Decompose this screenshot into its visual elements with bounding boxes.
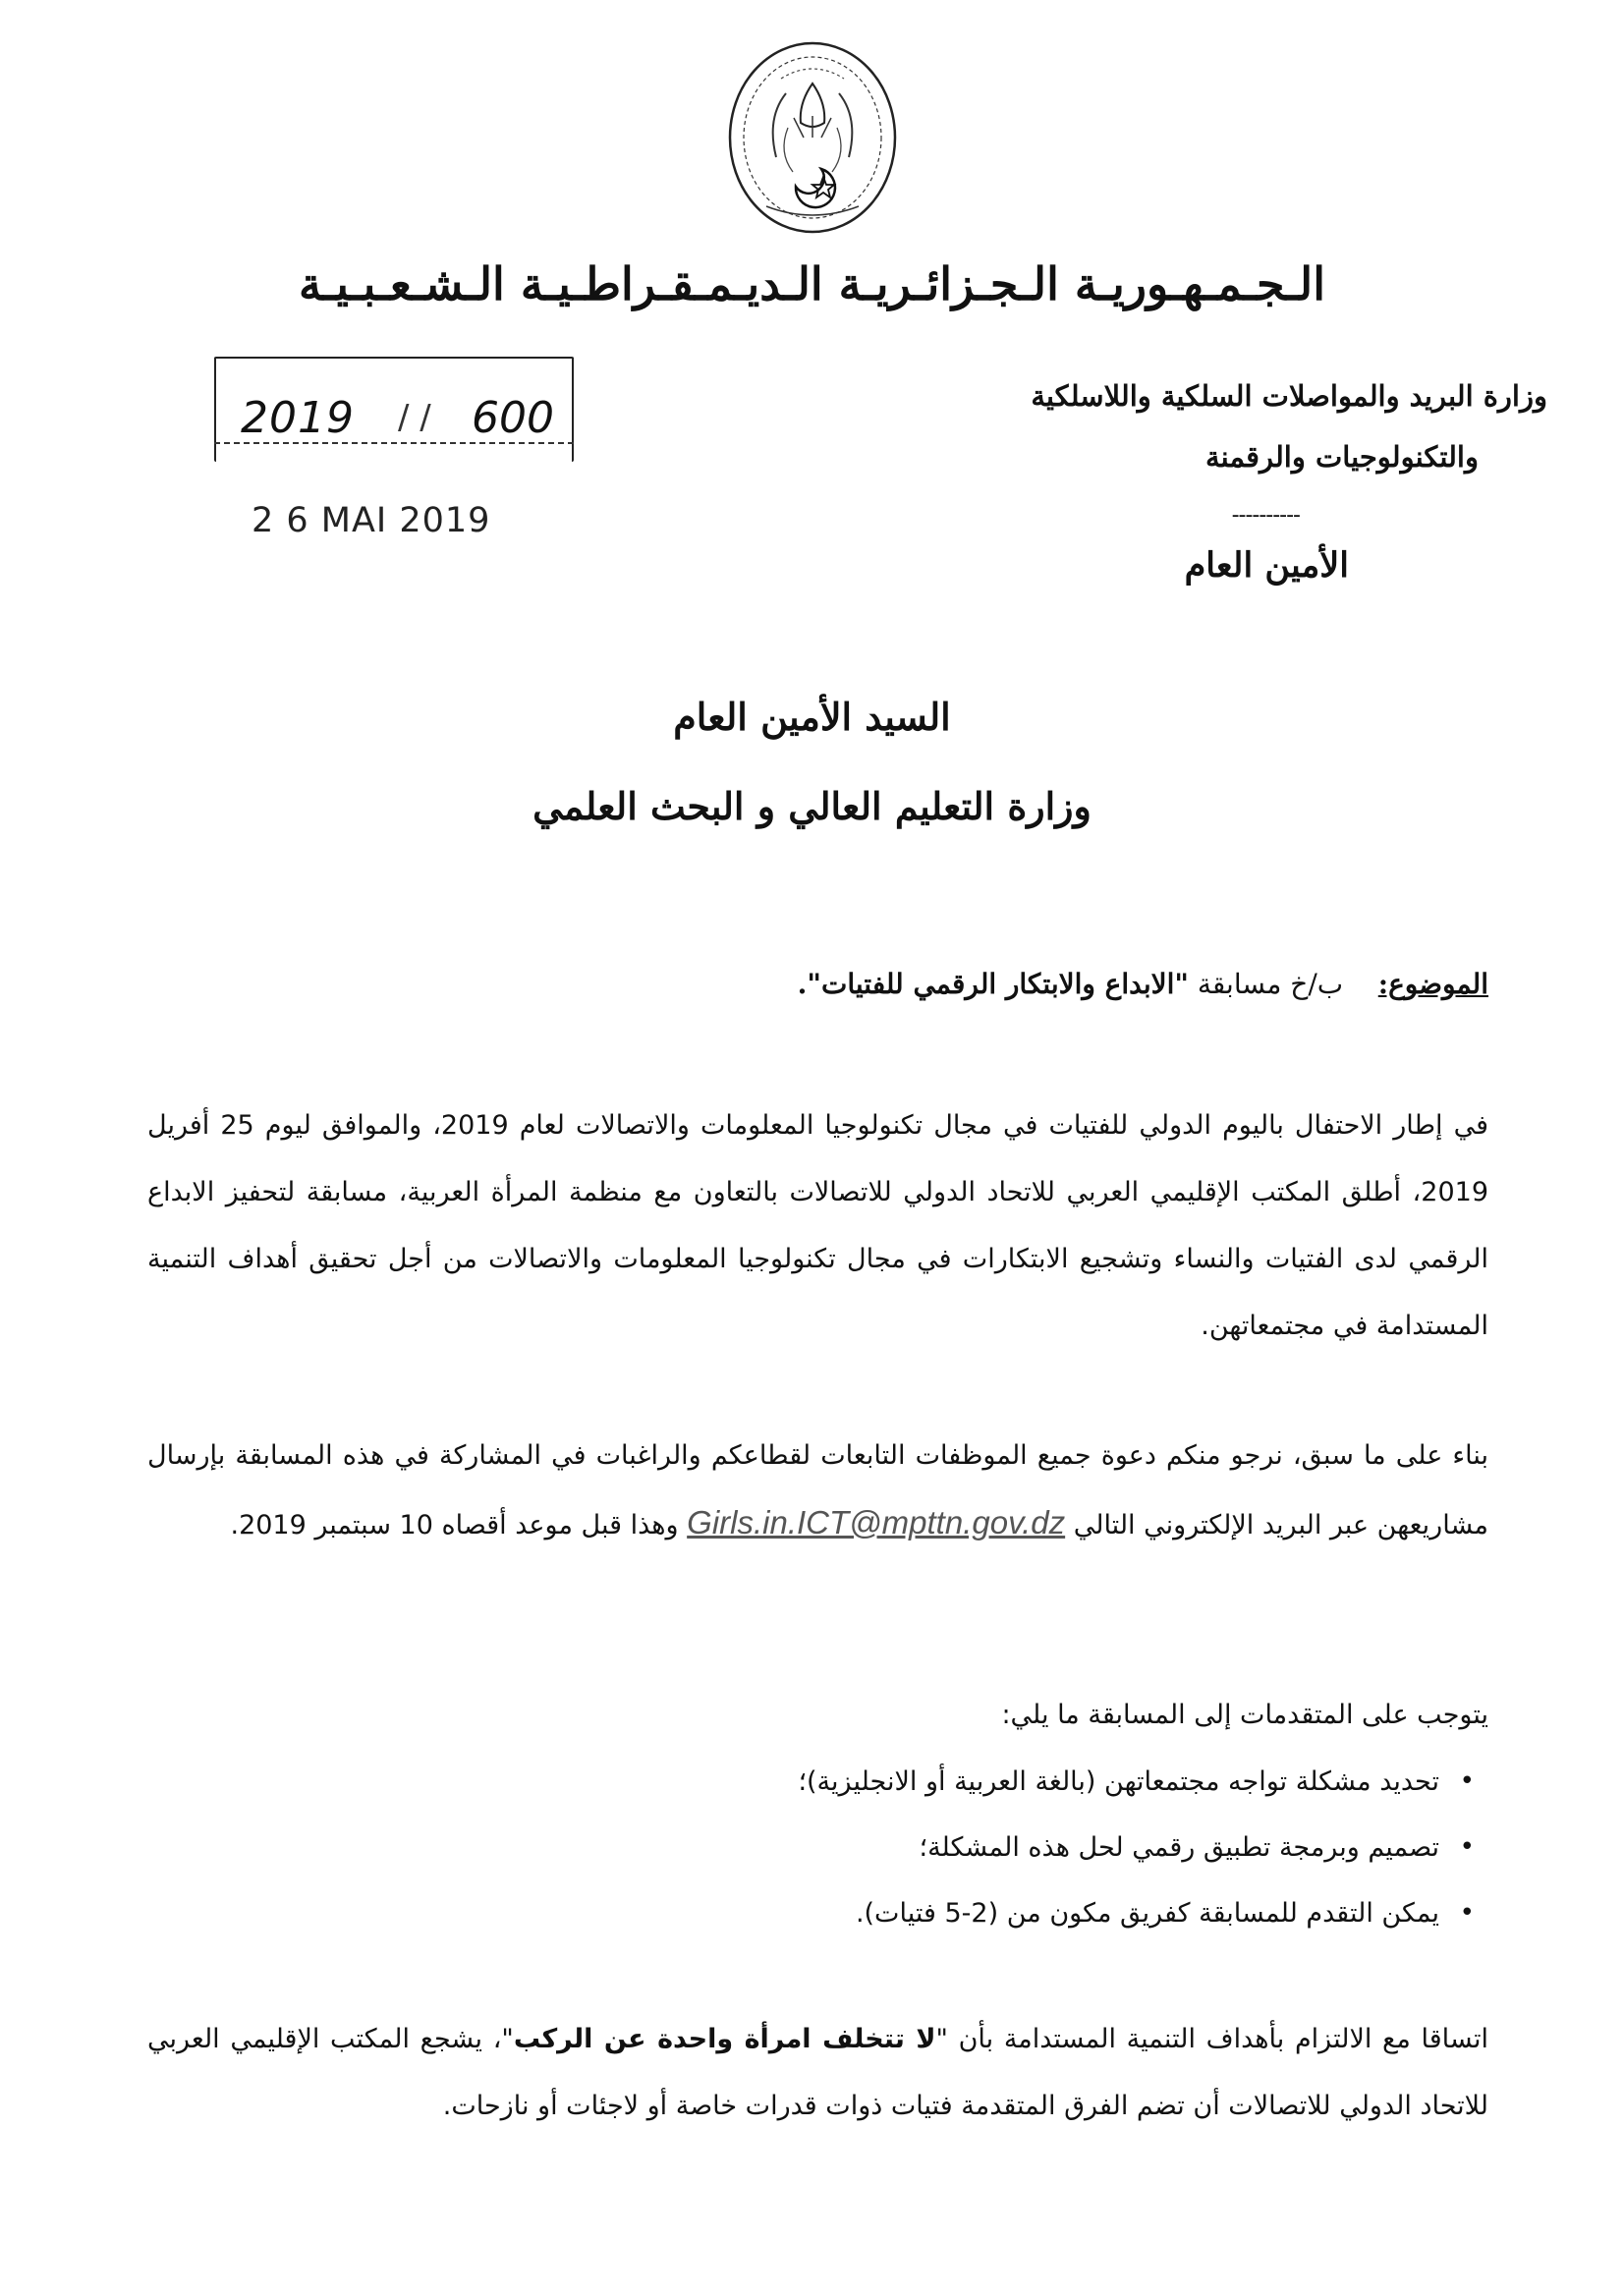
seal-icon xyxy=(727,39,899,236)
bullet-icon: • xyxy=(1459,1766,1475,1796)
addressee-title: السيد الأمين العام xyxy=(673,695,951,739)
bullet-icon: • xyxy=(1459,1832,1475,1862)
signatory-title: الأمين العام xyxy=(1184,545,1349,586)
requirement-text: تحديد مشكلة تواجه مجتمعاتهن (بالغة العربية أو الانجليزية)؛ xyxy=(798,1766,1439,1797)
requirements-list xyxy=(147,1749,1477,1946)
body-paragraph-2 xyxy=(147,1423,1488,1559)
requirement-text: يمكن التقدم للمسابقة كفريق مكون من (2-5 فتيات). xyxy=(855,1898,1439,1929)
ministry-line-1: وزارة البريد والمواصلات السلكية واللاسلكية xyxy=(1031,379,1547,413)
subject-prefix: ب/خ مسابقة xyxy=(1188,968,1344,1000)
list-item xyxy=(147,1749,1477,1815)
paragraph-2-text-start: بناء على ما سبق، نرجو منكم دعوة جميع الموظفات التابعات لقطاعكم والراغبات في المشاركة في هذه المسابقة بإرسال مشاريعهن عبر البريد الإلكتروني التالي xyxy=(147,1440,1488,1540)
addressee-ministry: وزارة التعليم العالي و البحث العلمي xyxy=(532,784,1092,828)
separator-dashes: ---------- xyxy=(1231,503,1300,528)
requirements-intro: يتوجب على المتقدمات إلى المسابقة ما يلي: xyxy=(1001,1700,1488,1730)
paragraph-2-text-end: وهذا قبل موعد أقصاه 10 سبتمبر 2019. xyxy=(230,1510,688,1540)
email-link[interactable]: Girls.in.ICT@mpttn.gov.dz xyxy=(687,1504,1066,1540)
reference-year: 2019 xyxy=(241,393,355,443)
subject-line xyxy=(798,968,1488,1000)
body-paragraph-4 xyxy=(147,2006,1488,2140)
date-stamp: 2 6 MAI 2019 xyxy=(252,501,491,540)
ministry-block xyxy=(938,365,1547,487)
national-seal-emblem xyxy=(727,39,899,236)
reference-number: 600 xyxy=(472,393,554,443)
body-paragraph-1: في إطار الاحتفال باليوم الدولي للفتيات في مجال تكنولوجيا المعلومات والاتصالات لعام 2019، والموافق ليوم 25 أفريل 2019، أطلق المكتب الإقليمي العربي للاتحاد الدولي للاتصالات بالتعاون مع منظمة المرأة العربية، مسابقة لتحفيز الابداع الرقمي لدى الفتيات والنساء وتشجيع الابتكارات في مجال تكنولوجيا المعلومات والاتصالات من أجل تحقيق أهداف التنمية المستدامة في مجتمعاتهن. xyxy=(147,1110,1488,1341)
republic-name: الـجـمـهـوريـة الـجـزائـريـة الـديـمـقـراطـيـة الـشـعـبـيـة xyxy=(299,257,1325,310)
paragraph-4-text-end: "، يشجع المكتب الإقليمي العربي للاتحاد الدولي للاتصالات أن تضم الفرق المتقدمة فتيات ذوات قدرات خاصة أو لاجئات أو نازحات. xyxy=(147,2024,1488,2121)
paragraph-4-text-start: اتساقا مع الالتزام بأهداف التنمية المستدامة بأن " xyxy=(935,2024,1488,2054)
bullet-icon: • xyxy=(1459,1898,1475,1928)
ministry-line-2: والتكنولوجيات والرقمنة xyxy=(1205,440,1479,474)
requirement-text: تصميم وبرمجة تطبيق رقمي لحل هذه المشكلة؛ xyxy=(919,1832,1439,1863)
list-item xyxy=(147,1815,1477,1880)
reference-separator: / / xyxy=(398,398,431,437)
paragraph-4-slogan: لا تتخلف امرأة واحدة عن الركب xyxy=(513,2024,936,2054)
subject-label: الموضوع: xyxy=(1377,968,1488,1000)
subject-title: "الابداع والابتكار الرقمي للفتيات". xyxy=(797,968,1189,1000)
list-item xyxy=(147,1880,1477,1946)
